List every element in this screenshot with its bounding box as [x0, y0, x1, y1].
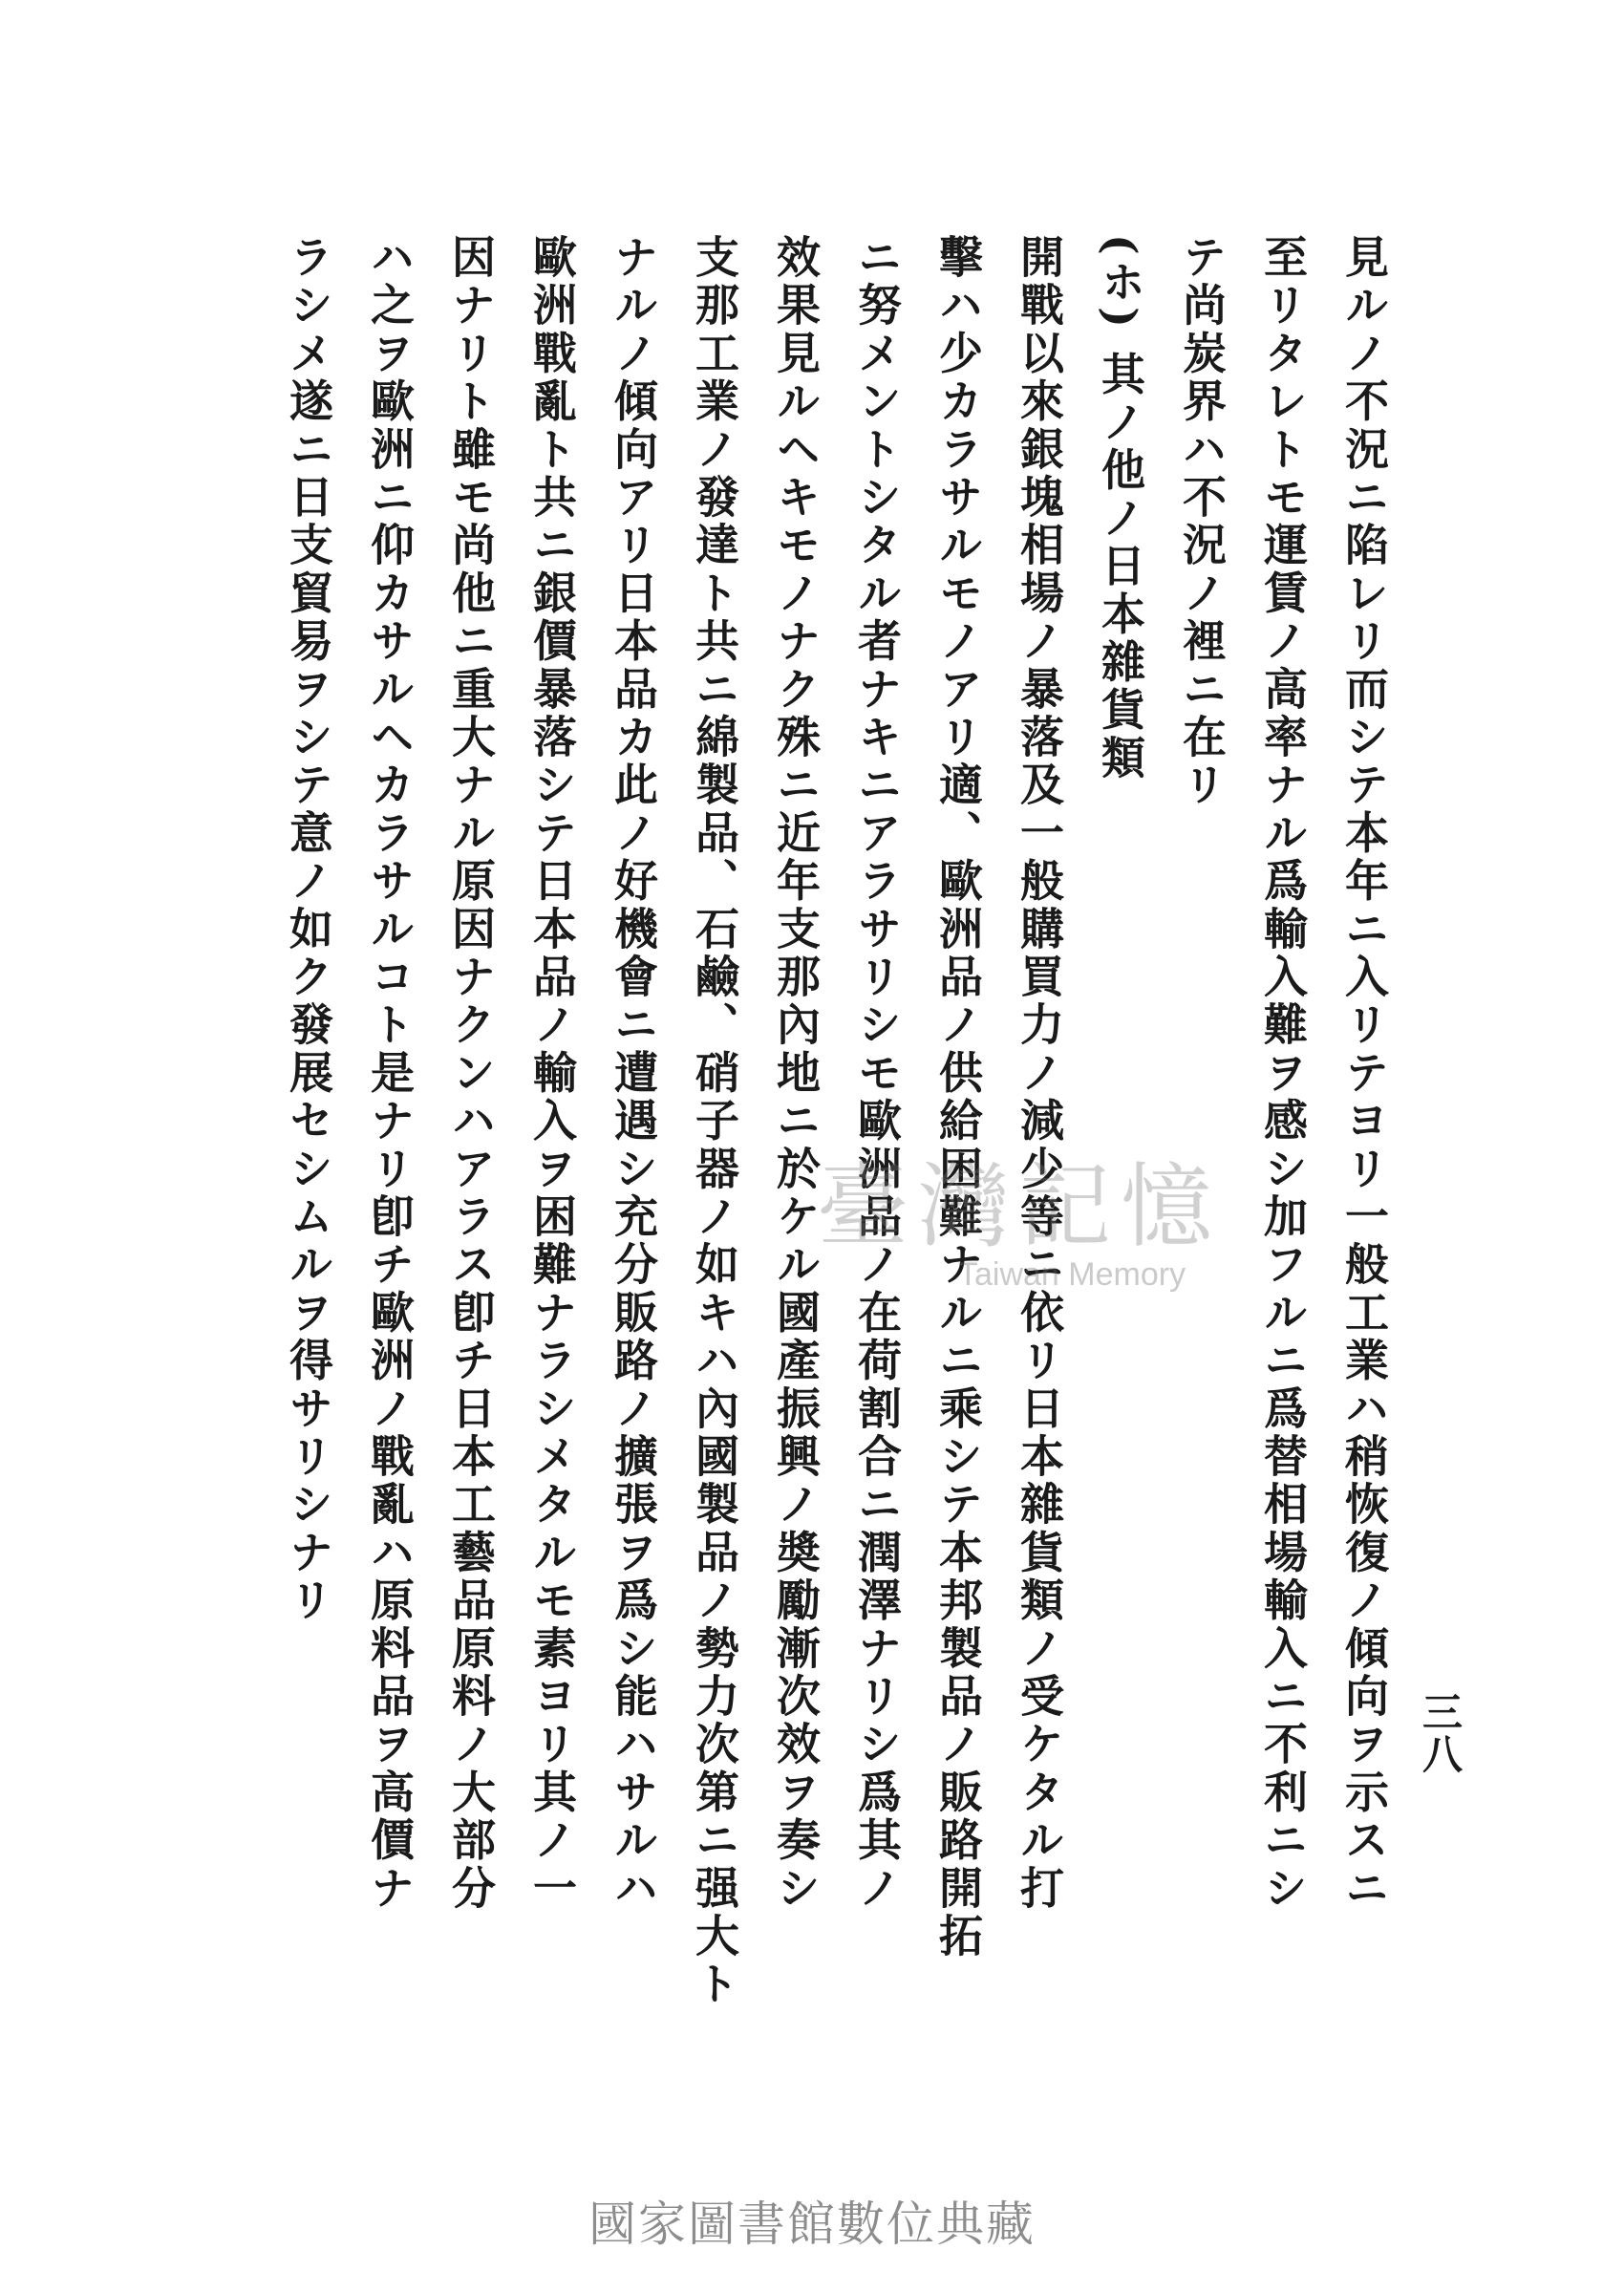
- text-line-6: 擊ハ少カラサルモノアリ適、歐洲品ノ供給困難ナルニ乘シテ本邦製品ノ販路開拓: [932, 234, 984, 1961]
- body-text: [229, 234, 1404, 2145]
- text-line-8: 效果見ルヘキモノナク殊ニ近年支那內地ニ於ケル國產振興ノ奬勵漸次效ヲ奏シ: [770, 234, 822, 1913]
- watermark-subtitle: Taiwan Memory: [958, 1256, 1186, 1293]
- footer-archive-label: 國家圖書館數位典藏: [588, 2197, 1036, 2251]
- text-line-7: ニ努メントシタル者ナキニアラサリシモ歐洲品ノ在荷割合ニ潤澤ナリシ爲其ノ: [851, 234, 903, 1913]
- text-line-12: 因ナリト雖モ尚他ニ重大ナル原因ナクンハアラス卽チ日本工藝品原料ノ大部分: [445, 234, 497, 1913]
- text-line-3: テ尚炭界ハ不況ノ裡ニ在リ: [1176, 234, 1228, 810]
- text-line-5: 開戰以來銀塊相場ノ暴落及一般購買力ノ減少等ニ依リ日本雜貨類ノ受ケタル打: [1014, 234, 1065, 1913]
- text-line-1: 見ルノ不況ニ陷レリ而シテ本年ニ入リテヨリ一般工業ハ稍恢復ノ傾向ヲ示スニ: [1338, 234, 1390, 1913]
- section-heading: (ホ) 其ノ他ノ日本雜貨類: [1095, 234, 1146, 783]
- text-line-11: 歐洲戰亂ト共ニ銀價暴落シテ日本品ノ輸入ヲ困難ナラシメタルモ素ヨリ其ノ一: [526, 234, 578, 1913]
- text-line-9: 支那工業ノ發達ト共ニ綿製品、石鹼、硝子器ノ如キハ內國製品ノ勢力次第ニ强大ト: [689, 234, 740, 2009]
- text-line-13: ハ之ヲ歐洲ニ仰カサルヘカラサルコト是ナリ卽チ歐洲ノ戰亂ハ原料品ヲ高價ナ: [364, 234, 416, 1913]
- text-line-10: ナルノ傾向アリ日本品カ此ノ好機會ニ遭遇シ充分販路ノ擴張ヲ爲シ能ハサルハ: [608, 234, 659, 1913]
- watermark-title: 臺灣記憶: [817, 1153, 1222, 1260]
- text-line-2: 至リタレトモ運賃ノ高率ナル爲輸入難ヲ感シ加フルニ爲替相場輸入ニ不利ニシ: [1257, 234, 1309, 1913]
- text-line-14: ラシメ遂ニ日支貿易ヲシテ意ノ如ク發展セシムルヲ得サリシナリ: [283, 234, 334, 1625]
- page-number: 三八: [1417, 1691, 1464, 1775]
